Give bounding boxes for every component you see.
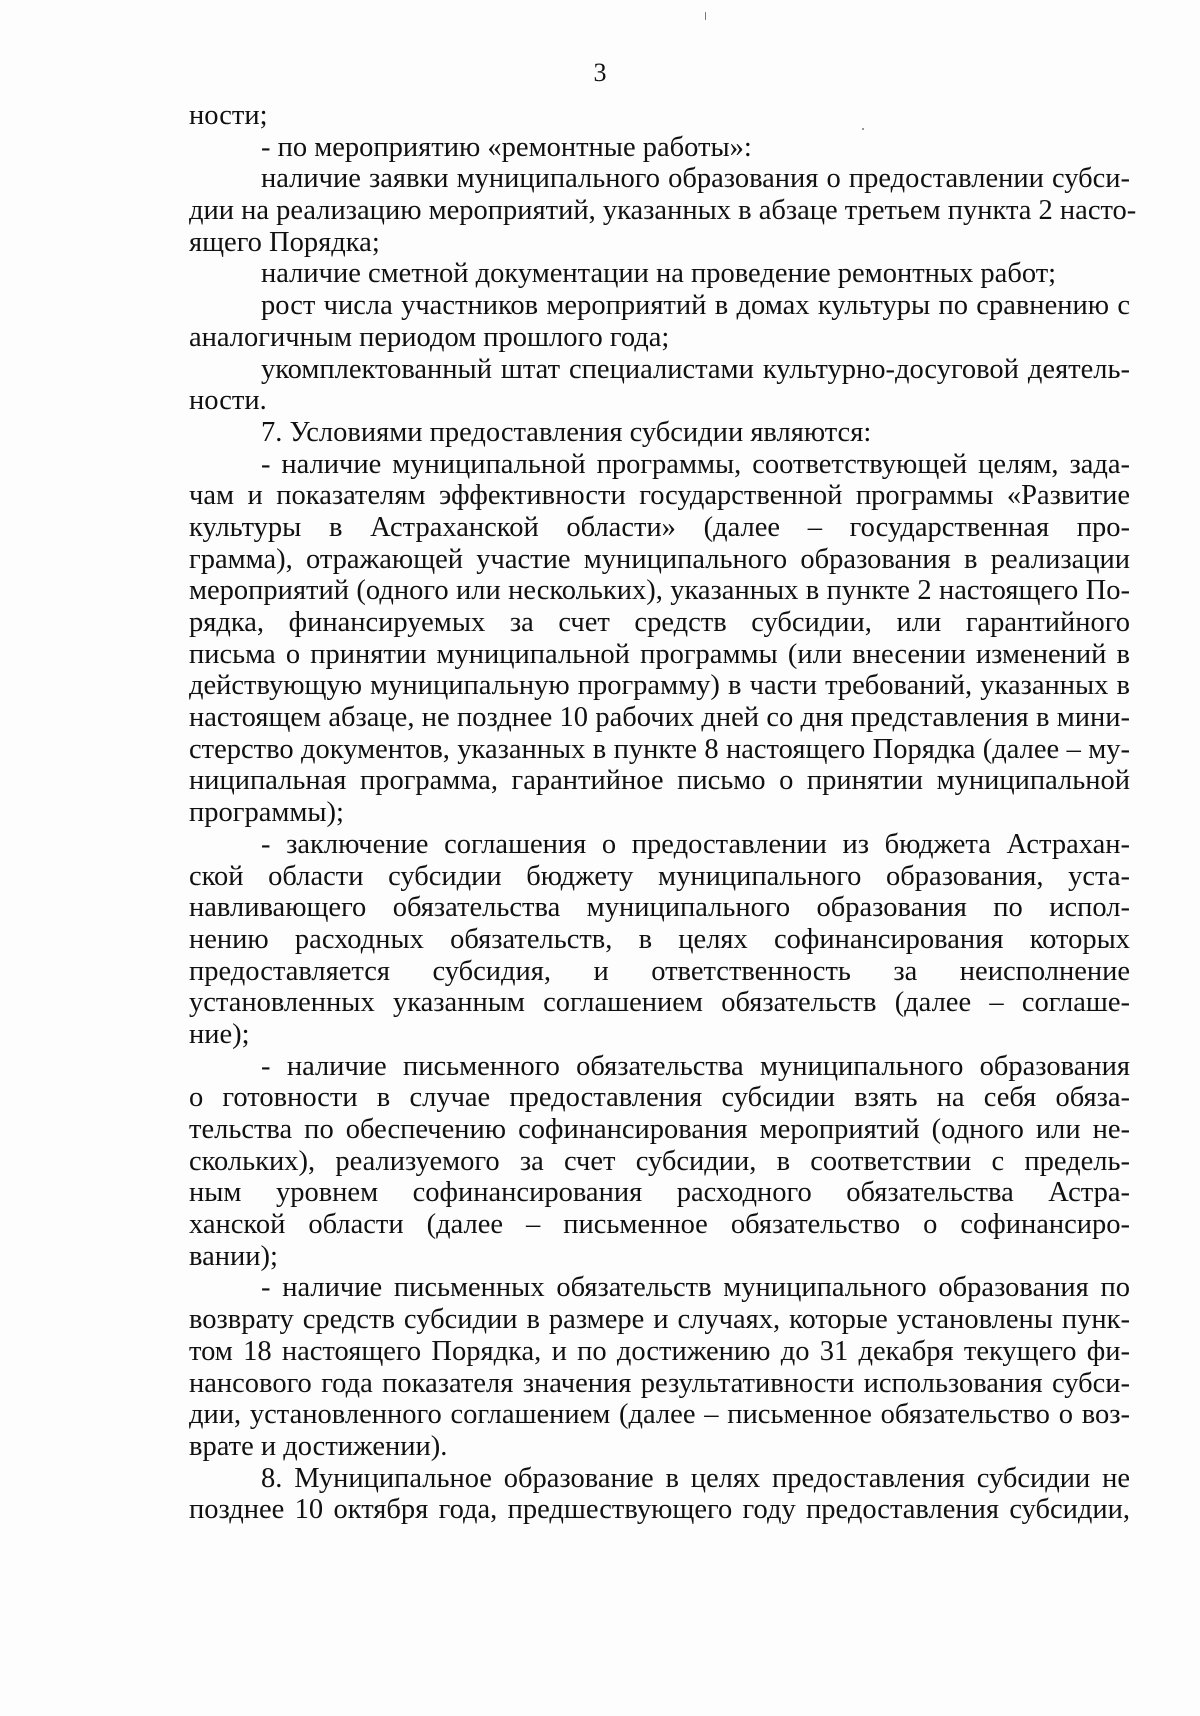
text-line: о готовности в случае предоставления субсидии взять на себя обяза- [189, 1082, 1130, 1114]
scan-speck [862, 128, 864, 130]
text-line: ности; [189, 100, 268, 131]
text-line: 8. Муниципальное образование в целях предоставления субсидии не [261, 1462, 1130, 1494]
text-line: наличие сметной документации на проведение ремонтных работ; [261, 258, 1057, 290]
text-line: навливающего обязательства муниципального образования по испол- [189, 892, 1130, 924]
text-line: настоящем абзаце, не позднее 10 рабочих дней со дня представления в мини- [189, 702, 1130, 734]
body-text [189, 100, 1137, 1526]
text-line: укомплектованный штат специалистами культурно-досуговой деятель- [261, 353, 1130, 385]
text-line: стерство документов, указанных в пункте 8 настоящего Порядка (далее – му- [189, 733, 1130, 765]
text-line: скольких), реализуемого за счет субсидии, в соответствии с предель- [189, 1145, 1130, 1177]
text-line: письма о принятии муниципальной программы (или внесении изменений в [189, 638, 1130, 670]
text-line: вании); [189, 1240, 278, 1272]
text-line: программы); [189, 797, 344, 829]
text-line: дии на реализацию мероприятий, указанных в абзаце третьем пункта 2 насто- [189, 195, 1137, 227]
text-line: врате и достижении). [189, 1430, 448, 1462]
text-line: аналогичным периодом прошлого года; [189, 321, 670, 353]
text-line: нению расходных обязательств, в целях софинансирования которых [189, 923, 1130, 955]
scan-speck [705, 12, 706, 20]
text-line: ской области субсидии бюджету муниципального образования, уста- [189, 860, 1130, 892]
text-line: ным уровнем софинансирования расходного обязательства Астра- [189, 1177, 1130, 1209]
text-line: - наличие муниципальной программы, соответствующей целям, зада- [261, 448, 1130, 480]
text-line: ние); [189, 1018, 250, 1050]
text-line: том 18 настоящего Порядка, и по достижению до 31 декабря текущего фи- [189, 1335, 1130, 1367]
text-line: 7. Условиями предоставления субсидии являются: [261, 416, 872, 448]
text-line: грамма), отражающей участие муниципального образования в реализации [189, 543, 1130, 575]
text-line: - наличие письменных обязательств муниципального образования по [261, 1272, 1130, 1304]
text-line: нансового года показателя значения результативности использования субси- [189, 1367, 1130, 1399]
text-line: позднее 10 октября года, предшествующего году предоставления субсидии, [189, 1494, 1130, 1526]
text-line: мероприятий (одного или нескольких), указанных в пункте 2 настоящего По- [189, 575, 1130, 607]
text-line: возврату средств субсидии в размере и случаях, которые установлены пунк- [189, 1304, 1130, 1336]
text-line: предоставляется субсидия, и ответственность за неисполнение [189, 955, 1130, 987]
text-line: культуры в Астраханской области» (далее – государственная про- [189, 511, 1130, 543]
text-line: - наличие письменного обязательства муниципального образования [261, 1050, 1130, 1082]
text-line: действующую муниципальную программу) в части требований, указанных в [189, 670, 1130, 702]
page-number: 3 [593, 58, 607, 87]
text-line: ности. [189, 385, 267, 417]
text-line: тельства по обеспечению софинансирования мероприятий (одного или не- [189, 1114, 1130, 1145]
text-line: наличие заявки муниципального образования о предоставлении субси- [261, 163, 1130, 195]
text-line: ханской области (далее – письменное обязательство о софинансиро- [189, 1209, 1130, 1241]
text-line: рядка, финансируемых за счет средств субсидии, или гарантийного [189, 607, 1130, 638]
text-line: рост числа участников мероприятий в домах культуры по сравнению с [261, 290, 1130, 322]
text-line: ниципальная программа, гарантийное письмо о принятии муниципальной [189, 765, 1130, 797]
text-line: установленных указанным соглашением обязательств (далее – соглаше- [189, 987, 1130, 1019]
text-line: - по мероприятию «ремонтные работы»: [261, 131, 752, 163]
text-line: чам и показателям эффективности государственной программы «Развитие [189, 480, 1130, 512]
text-line: - заключение соглашения о предоставлении из бюджета Астрахан- [261, 828, 1130, 860]
text-line: ящего Порядка; [189, 226, 380, 258]
text-line: дии, установленного соглашением (далее – письменное обязательство о воз- [189, 1399, 1130, 1431]
